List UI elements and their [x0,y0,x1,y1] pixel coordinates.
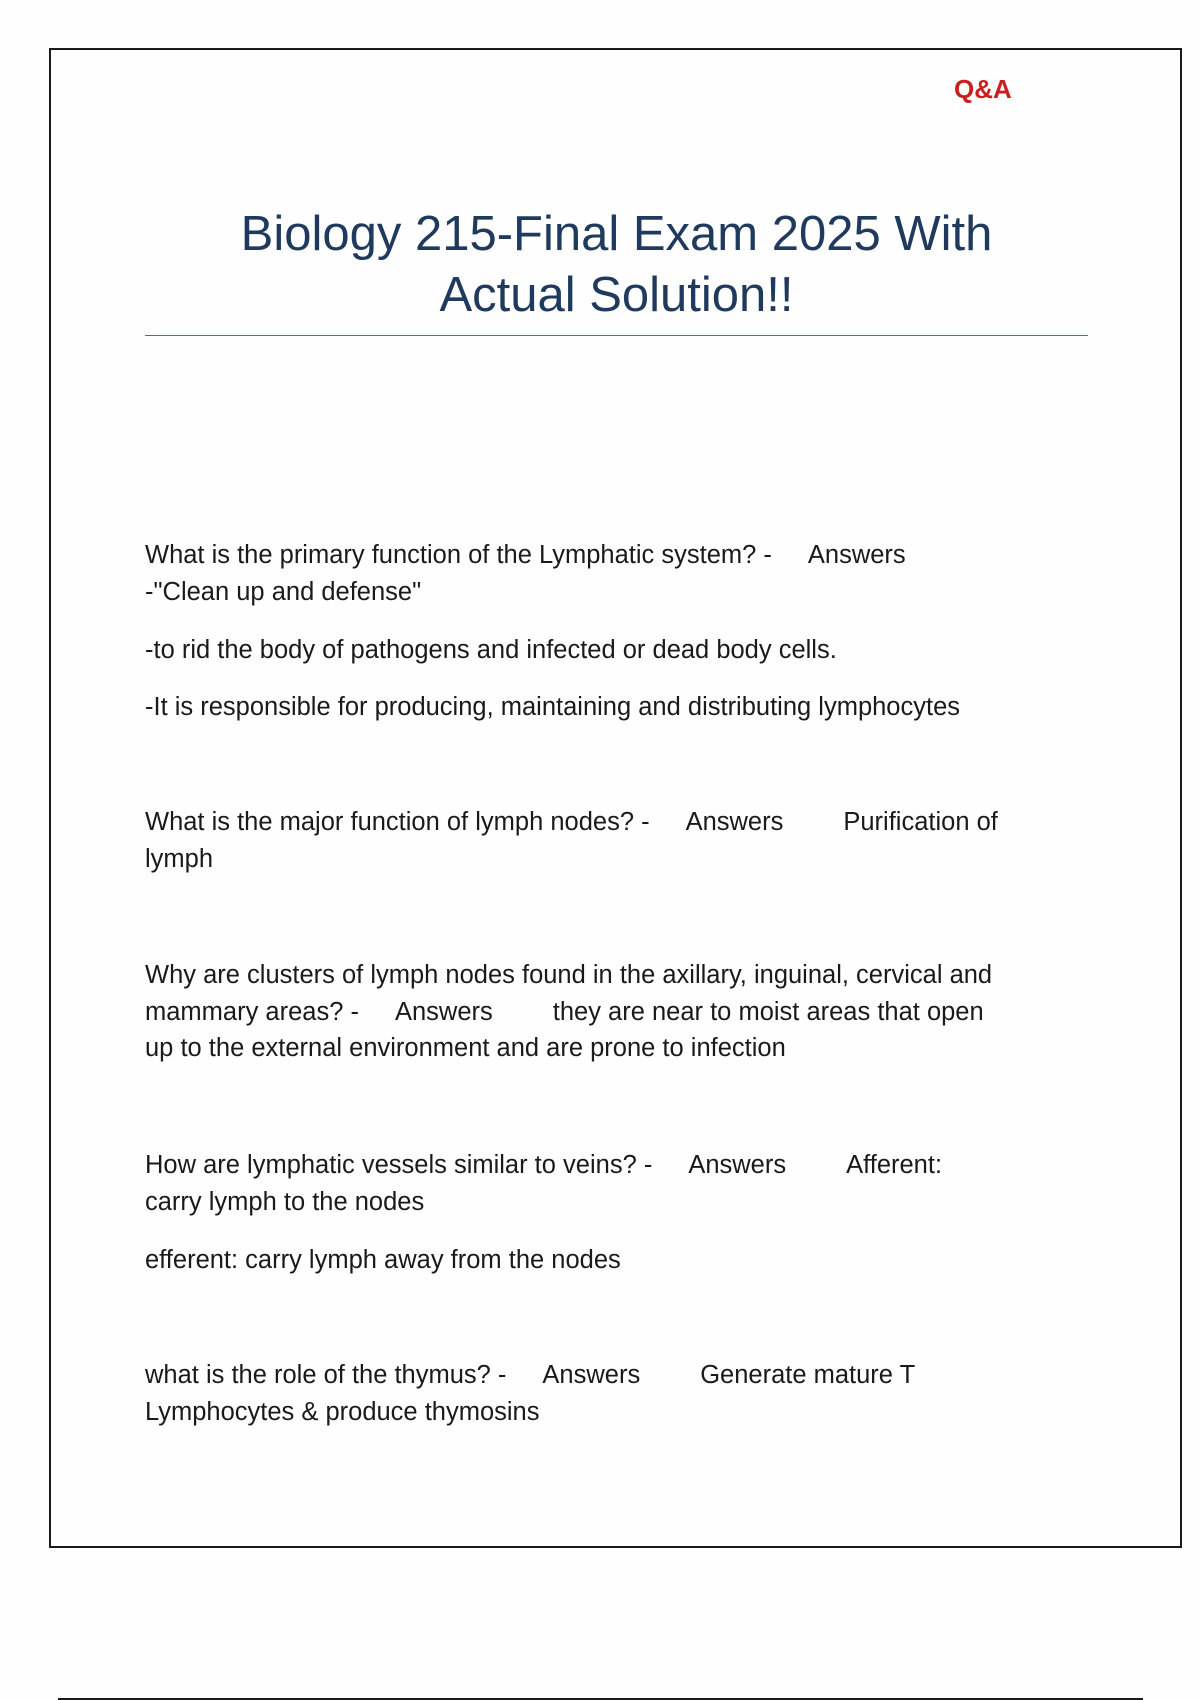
answer-text: they are near to moist areas that open [552,997,984,1026]
question-text: What is the primary function of the Lymphatic system? - [145,541,772,569]
qa-item-1 [145,537,1090,725]
answers-label: Answers [542,1361,641,1389]
answer-text: Purification of [843,808,998,836]
qa-item-3-line-2 [145,994,1090,1031]
answer-extra-2: -It is responsible for producing, maintaining and distributing lymphocytes [145,692,961,721]
qa-item-4-line-1 [145,1147,1090,1184]
qa-item-2-line-1 [145,804,1090,841]
qa-item-4 [145,1147,1090,1279]
answer-continuation: lymph [145,844,214,873]
answer-text: Generate mature T [700,1361,916,1389]
question-text-line-1: Why are clusters of lymph nodes found in the axillary, inguinal, cervical and [145,961,993,989]
answers-label: Answers [685,808,784,836]
answers-label: Answers [688,1151,787,1179]
answer-extra-1: efferent: carry lymph away from the nodes [145,1246,621,1274]
question-text: what is the role of the thymus? - [145,1361,507,1389]
answer-continuation: up to the external environment and are prone to infection [145,1034,786,1062]
answers-label: Answers [394,997,493,1026]
qa-item-2 [145,804,1090,877]
answer-text: Afferent: [846,1151,943,1179]
title-line-1: Biology 215-Final Exam 2025 With [240,207,993,261]
question-text: How are lymphatic vessels similar to veins? - [145,1151,653,1179]
qa-item-5-line-1 [145,1357,1090,1394]
document-title [145,204,1088,326]
answer-text: -"Clean up and defense" [145,577,422,606]
qa-item-1-line-1 [145,537,1090,574]
answer-continuation: Lymphocytes & produce thymosins [145,1397,540,1426]
answer-continuation: carry lymph to the nodes [145,1187,425,1216]
answers-label: Answers [807,541,906,569]
title-underline [145,335,1088,336]
answer-extra-1: -to rid the body of pathogens and infected or dead body cells. [145,636,837,664]
question-text-line-2: mammary areas? - [145,997,359,1026]
qa-item-3 [145,957,1090,1067]
qa-item-5 [145,1357,1090,1430]
question-text: What is the major function of lymph nodes? - [145,808,650,836]
title-line-2: Actual Solution!! [439,268,794,322]
qa-badge: Q&A [954,74,1012,104]
